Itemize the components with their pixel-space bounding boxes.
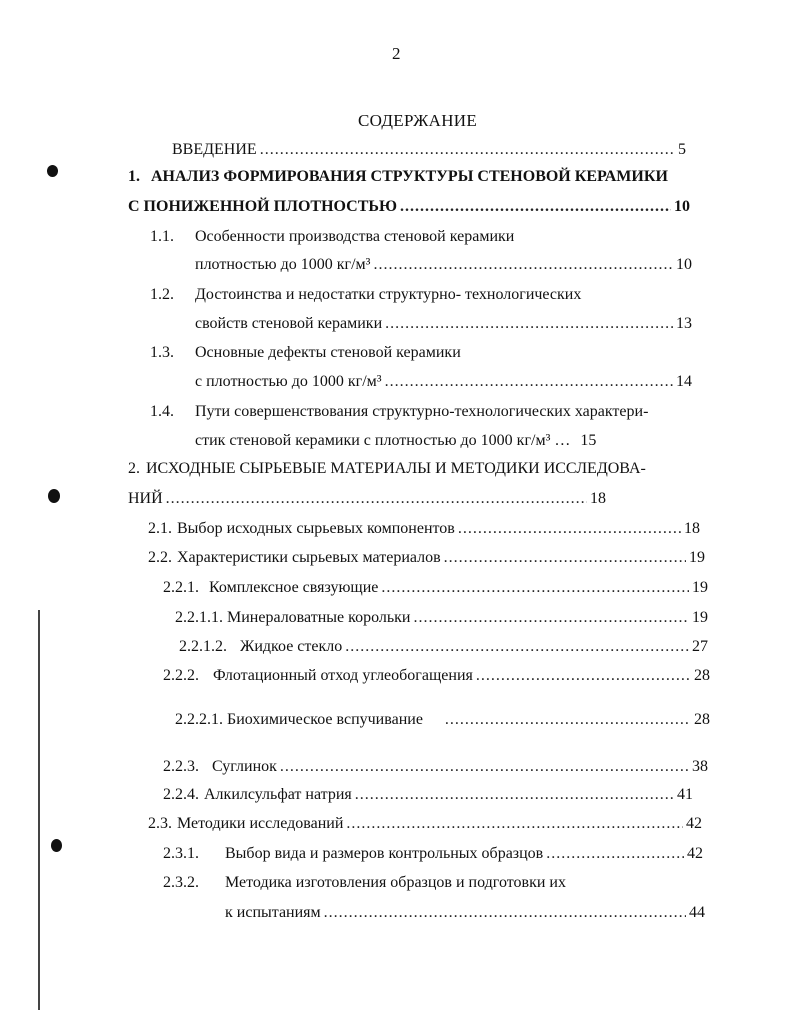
toc-page: 19 (689, 549, 705, 566)
toc-page: 19 (692, 579, 708, 596)
toc-entry-number: 1.1. (150, 228, 174, 245)
leader-dots (413, 609, 689, 627)
toc-entry-2-1[interactable] (148, 520, 700, 542)
leader-dots (476, 667, 691, 685)
toc-entry-text: С ПОНИЖЕННОЙ ПЛОТНОСТЬЮ (128, 198, 397, 215)
page-number: 2 (392, 44, 401, 63)
toc-entry-2-3-2-cont[interactable] (225, 904, 705, 926)
toc-entry-2-3[interactable] (148, 815, 702, 837)
toc-page: 19 (692, 609, 708, 626)
toc-entry-number: 2.3.2. (163, 874, 199, 891)
toc-entry-text: Флотационный отход углеобогащения (213, 667, 473, 684)
toc-entry-number: 2.2.2. (163, 667, 199, 684)
toc-entry-number: 2.3. (148, 815, 172, 832)
toc-page: 42 (687, 845, 703, 862)
toc-page: 27 (692, 638, 708, 655)
toc-entry-chapter-1-cont[interactable] (128, 198, 690, 220)
toc-entry-chapter-2[interactable] (128, 460, 646, 482)
toc-entry-1-2[interactable] (150, 286, 581, 308)
toc-page: 42 (686, 815, 702, 832)
leader-dots (458, 520, 681, 538)
toc-entry-number: 2.1. (148, 520, 172, 537)
toc-entry-number: 2.2. (148, 549, 172, 566)
toc-entry-1-3[interactable] (150, 344, 461, 366)
toc-page: 5 (678, 141, 686, 158)
scan-ink-spot (51, 839, 62, 852)
toc-entry-text: Алкилсульфат натрия (204, 786, 352, 803)
toc-entry-2-2-1-2[interactable] (179, 638, 708, 660)
toc-entry-text: НИЙ (128, 490, 163, 507)
toc-page: 28 (694, 711, 710, 728)
leader-dots (373, 256, 673, 274)
toc-page: 38 (692, 758, 708, 775)
toc-entry-text: Характеристики сырьевых материалов (177, 549, 441, 566)
leader-dots (280, 758, 689, 776)
toc-entry-chapter-1[interactable] (128, 168, 668, 190)
toc-entry-2-2-1-1[interactable] (175, 609, 708, 631)
toc-entry-text: Основные дефекты стеновой керамики (195, 344, 461, 361)
toc-page: 28 (694, 667, 710, 684)
toc-entry-2-2[interactable] (148, 549, 705, 571)
toc-page: 41 (677, 786, 693, 803)
leader-dots (385, 373, 673, 391)
toc-entry-number: 2.2.4. (163, 786, 199, 803)
toc-entry-text: Методика изготовления образцов и подготовки их (225, 874, 566, 891)
leader-dots (346, 815, 683, 833)
toc-entry-1-3-cont[interactable] (195, 373, 692, 395)
toc-entry-text: Пути совершенствования структурно-технологических характери- (195, 403, 649, 420)
toc-entry-text: Биохимическое вспучивание (227, 711, 423, 728)
toc-entry-text: Выбор вида и размеров контрольных образцов (225, 845, 544, 862)
toc-page: 18 (684, 520, 700, 537)
leader-dots (445, 711, 691, 729)
leader-dots (381, 579, 689, 597)
leader-dots (400, 198, 671, 216)
toc-entry-2-3-2[interactable] (163, 874, 566, 896)
toc-entry-2-2-4[interactable] (163, 786, 693, 808)
toc-page: 15 (580, 432, 597, 449)
leader-dots (546, 845, 684, 863)
toc-entry-text: Особенности производства стеновой керамики (195, 228, 515, 245)
toc-entry-text: АНАЛИЗ ФОРМИРОВАНИЯ СТРУКТУРЫ СТЕНОВОЙ КЕРАМИКИ (151, 168, 668, 185)
toc-entry-text: свойств стеновой керамики (195, 315, 383, 332)
leader-dots (385, 315, 673, 333)
toc-page: 13 (676, 315, 692, 332)
toc-entry-number: 2.2.1. (163, 579, 199, 596)
toc-page: 10 (674, 198, 690, 215)
toc-entry-number: 2. (128, 460, 140, 477)
toc-page: 44 (689, 904, 705, 921)
toc-page: 10 (676, 256, 692, 273)
toc-entry-2-2-3[interactable] (163, 758, 708, 780)
toc-entry-text: ИСХОДНЫЕ СЫРЬЕВЫЕ МАТЕРИАЛЫ И МЕТОДИКИ ИССЛЕДОВА- (146, 460, 646, 477)
toc-entry-text: Комплексное связующие (209, 579, 379, 596)
toc-entry-1-4[interactable] (150, 403, 648, 425)
toc-entry-introduction[interactable] (172, 141, 686, 163)
toc-entry-number: 1. (128, 168, 140, 185)
toc-entry-chapter-2-cont[interactable] (128, 490, 606, 512)
toc-entry-number: 1.3. (150, 344, 174, 361)
toc-entry-1-4-cont[interactable] (195, 432, 596, 454)
toc-entry-1-1-cont[interactable] (195, 256, 692, 278)
toc-entry-text: к испытаниям (225, 904, 321, 921)
toc-entry-2-2-2[interactable] (163, 667, 710, 689)
leader-dots (166, 490, 587, 508)
toc-entry-text: Суглинок (212, 758, 277, 775)
toc-entry-number: 2.2.2.1. (175, 711, 223, 728)
toc-entry-2-2-2-1[interactable] (175, 711, 710, 733)
toc-entry-number: 2.2.1.2. (179, 638, 227, 655)
toc-entry-text: стик стеновой керамики с плотностью до 1000 кг/м³ … (195, 432, 571, 449)
toc-entry-text: с плотностью до 1000 кг/м³ (195, 373, 382, 390)
scan-edge-line (38, 610, 40, 1010)
leader-dots (324, 904, 686, 922)
leader-dots (444, 549, 686, 567)
toc-entry-1-1[interactable] (150, 228, 514, 250)
toc-entry-text: Методики исследований (177, 815, 344, 832)
scan-ink-spot (47, 165, 58, 177)
toc-entry-2-2-1[interactable] (163, 579, 708, 601)
toc-entry-number: 2.3.1. (163, 845, 199, 862)
toc-page: 18 (590, 490, 606, 507)
toc-entry-number: 2.2.1.1. (175, 609, 223, 626)
toc-entry-text: Жидкое стекло (240, 638, 343, 655)
leader-dots (260, 141, 675, 159)
toc-entry-1-2-cont[interactable] (195, 315, 692, 337)
toc-entry-number: 2.2.3. (163, 758, 199, 775)
toc-entry-2-3-1[interactable] (163, 845, 703, 867)
leader-dots (345, 638, 689, 656)
toc-entry-text: плотностью до 1000 кг/м³ (195, 256, 371, 273)
toc-title: СОДЕРЖАНИЕ (358, 111, 478, 130)
toc-entry-text: Достоинства и недостатки структурно- технологических (195, 286, 582, 303)
toc-entry-number: 1.4. (150, 403, 174, 420)
scan-ink-spot (48, 489, 60, 503)
toc-page: 14 (676, 373, 692, 390)
toc-entry-text: Выбор исходных сырьевых компонентов (177, 520, 455, 537)
toc-entry-text: Минераловатные корольки (227, 609, 411, 626)
toc-entry-number: 1.2. (150, 286, 174, 303)
toc-entry-text: ВВЕДЕНИЕ (172, 141, 257, 158)
leader-dots (355, 786, 674, 804)
